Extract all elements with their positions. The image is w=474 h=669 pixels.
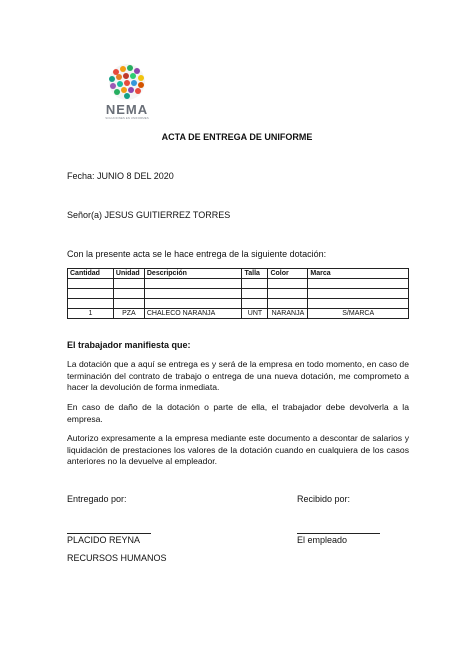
- paragraph-devolucion: La dotación que a aquí se entrega es y será de la empresa en todo momento, en caso de terminación del contrato de trabajo o entrega de una nueva dotación, me comprometo a hacer la devolución de forma inmediata.: [67, 359, 409, 393]
- table-cell: 1: [68, 309, 114, 319]
- table-cell: [268, 289, 308, 299]
- table-row: [68, 289, 409, 299]
- table-cell: [268, 299, 308, 309]
- table-header-row: [68, 269, 409, 279]
- header-marca: Marca: [308, 269, 409, 279]
- header-talla: Talla: [242, 269, 268, 279]
- table-cell: [308, 299, 409, 309]
- manifiesta-heading: El trabajador manifiesta que:: [67, 340, 191, 350]
- table-row: [68, 279, 409, 289]
- table-cell: [144, 299, 242, 309]
- document-title: ACTA DE ENTREGA DE UNIFORME: [161, 132, 313, 142]
- table-cell: [113, 289, 144, 299]
- table-cell: CHALECO NARANJA: [144, 309, 242, 319]
- recibido-label: Recibido por:: [297, 494, 351, 504]
- table-cell: [68, 279, 114, 289]
- dotacion-table: [67, 268, 409, 319]
- table-cell: [268, 279, 308, 289]
- recipient-line: Señor(a) JESUS GUITIERREZ TORRES: [67, 210, 231, 220]
- table-cell: [242, 299, 268, 309]
- intro-line: Con la presente acta se le hace entrega de la siguiente dotación:: [67, 249, 327, 259]
- header-unidad: Unidad: [113, 269, 144, 279]
- table-cell: UNT: [242, 309, 268, 319]
- table-cell: [308, 289, 409, 299]
- table-cell: [113, 299, 144, 309]
- table-cell: [242, 279, 268, 289]
- signature-line-entregado: [67, 533, 151, 534]
- table-cell: [144, 279, 242, 289]
- logo-brand: NEMA: [105, 102, 149, 117]
- table-cell: S/MARCA: [308, 309, 409, 319]
- table-cell: PZA: [113, 309, 144, 319]
- table-cell: [113, 279, 144, 289]
- signature-line-recibido: [297, 533, 380, 534]
- table-cell: [68, 299, 114, 309]
- header-color: Color: [268, 269, 308, 279]
- logo-tagline: SOLUCIONES EN UNIFORMES: [105, 116, 149, 120]
- header-descripcion: Descripción: [144, 269, 242, 279]
- fecha-line: Fecha: JUNIO 8 DEL 2020: [67, 171, 174, 181]
- header-cantidad: Cantidad: [68, 269, 114, 279]
- table-cell: [68, 289, 114, 299]
- paragraph-dano: En caso de daño de la dotación o parte de ella, el trabajador debe devolverla a la empresa.: [67, 402, 409, 424]
- table-row: [68, 299, 409, 309]
- entregado-role: RECURSOS HUMANOS: [67, 553, 167, 563]
- recibido-name: El empleado: [297, 535, 348, 545]
- table-cell: NARANJA: [268, 309, 308, 319]
- table-cell: [308, 279, 409, 289]
- paragraph-autorizo: Autorizo expresamente a la empresa mediante este documento a descontar de salarios y liquidación de prestaciones los valores de la dotación cuando en cualquiera de los casos anteriores no la devuelve al empleador.: [67, 433, 409, 467]
- entregado-name: PLACIDO REYNA: [67, 535, 141, 545]
- entregado-label: Entregado por:: [67, 494, 127, 504]
- table-row: [68, 309, 409, 319]
- table-cell: [242, 289, 268, 299]
- table-cell: [144, 289, 242, 299]
